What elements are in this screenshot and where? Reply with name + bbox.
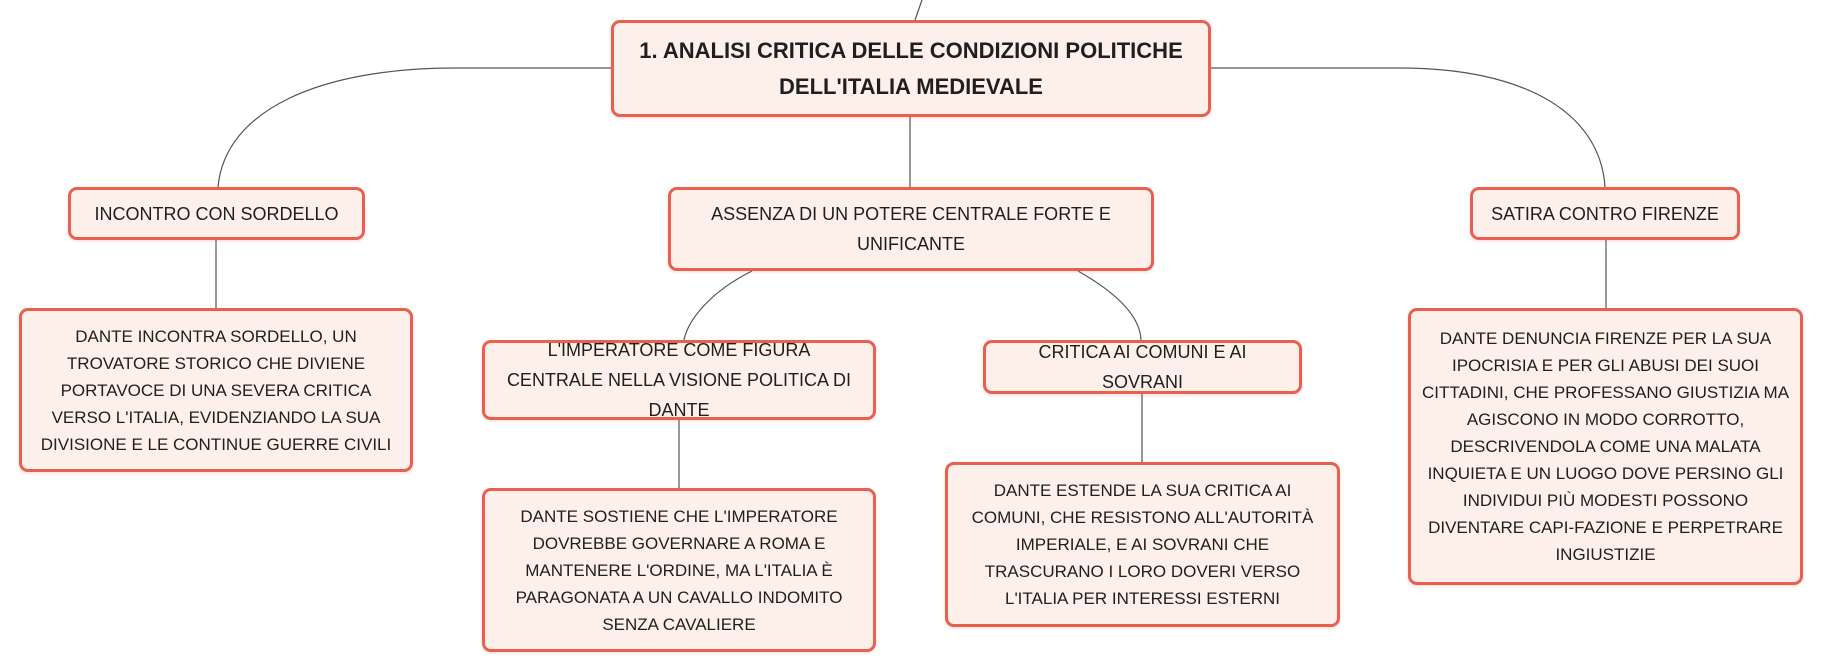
- topic-incontro-sordello[interactable]: [68, 187, 365, 240]
- connector-parent: [915, 0, 922, 20]
- detail-comuni[interactable]: [945, 462, 1340, 627]
- subtopic-imperatore[interactable]: [482, 340, 876, 420]
- root-topic[interactable]: [611, 20, 1211, 117]
- topic-sordello-label: INCONTRO CON SORDELLO: [94, 203, 339, 224]
- detail-imperatore[interactable]: [482, 488, 876, 652]
- subtopic-imperatore-label: L'IMPERATORE COME FIGURA CENTRALE NELLA VISIONE POLITICA DI DANTE: [506, 340, 852, 420]
- topic-firenze-label: SATIRA CONTRO FIRENZE: [1491, 203, 1719, 224]
- connector-potere-comuni: [1078, 271, 1141, 340]
- detail-comuni-text: DANTE ESTENDE LA SUA CRITICA AI COMUNI, CHE RESISTONO ALL'AUTORITÀ IMPERIALE, E AI SOVRANI CHE TRASCURANO I LORO DOVERI VERSO L'ITALIA PER INTERESSI ESTERNI: [971, 481, 1314, 608]
- topic-potere-label: ASSENZA DI UN POTERE CENTRALE FORTE E UNIFICANTE: [711, 204, 1111, 254]
- topic-satira-firenze[interactable]: [1470, 187, 1740, 240]
- root-title-line-1: 1. ANALISI CRITICA DELLE CONDIZIONI POLITICHE: [639, 37, 1183, 63]
- detail-firenze[interactable]: [1408, 308, 1803, 585]
- subtopic-critica-comuni[interactable]: [983, 340, 1302, 394]
- connector-potere-imperatore: [684, 271, 752, 340]
- detail-firenze-text: DANTE DENUNCIA FIRENZE PER LA SUA IPOCRISIA E PER GLI ABUSI DEI SUOI CITTADINI, CHE PROFESSANO GIUSTIZIA MA AGISCONO IN MODO CORROTTO, DESCRIVENDOLA COME UNA MALATA INQUIETA E UN LUOGO DOVE PERSINO GLI INDIVIDUI PIÙ MODESTI POSSONO DIVENTARE CAPI-FAZIONE E PERPETRARE INGIUSTIZIE: [1421, 329, 1790, 564]
- detail-sordello[interactable]: [19, 308, 413, 472]
- detail-sordello-text: DANTE INCONTRA SORDELLO, UN TROVATORE STORICO CHE DIVIENE PORTAVOCE DI UNA SEVERA CRITICA VERSO L'ITALIA, EVIDENZIANDO LA SUA DIVISIONE E LE CONTINUE GUERRE CIVILI: [40, 326, 392, 454]
- detail-imperatore-text: DANTE SOSTIENE CHE L'IMPERATORE DOVREBBE GOVERNARE A ROMA E MANTENERE L'ORDINE, MA L'ITALIA È PARAGONATA A UN CAVALLO INDOMITO SENZA CAVALIERE: [515, 506, 843, 634]
- connector-root-sordello: [218, 68, 611, 187]
- subtopic-comuni-label: CRITICA AI COMUNI E AI SOVRANI: [1038, 342, 1247, 392]
- root-title-line-2: DELL'ITALIA MEDIEVALE: [779, 73, 1043, 99]
- root-topic-text: [639, 33, 1183, 105]
- topic-assenza-potere[interactable]: [668, 187, 1154, 271]
- connector-root-firenze: [1211, 68, 1605, 187]
